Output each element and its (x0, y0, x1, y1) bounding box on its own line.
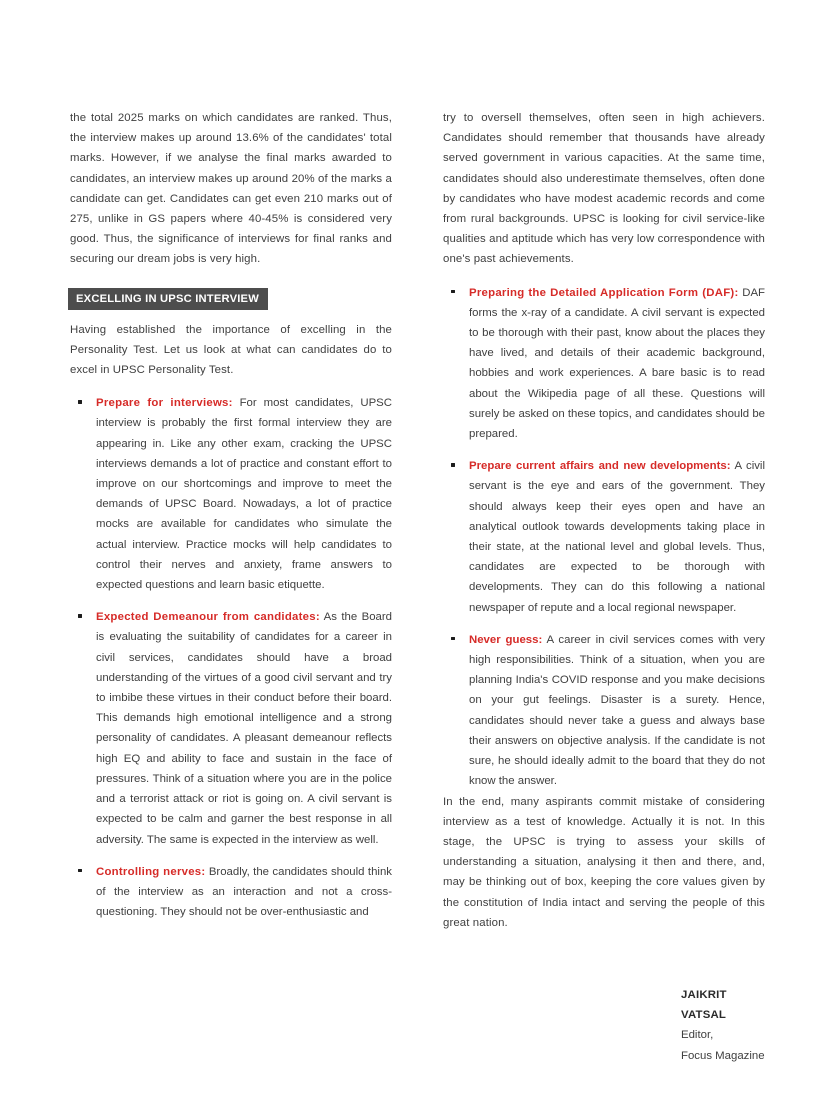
bullet-dot-icon (451, 463, 455, 467)
section-heading-excelling-in-upsc-interview: EXCELLING IN UPSC INTERVIEW (68, 288, 268, 310)
list-item (70, 607, 392, 849)
section-heading-wrapper (68, 270, 392, 320)
list-item (443, 456, 765, 618)
list-item (443, 630, 765, 792)
bullet-lead-label: Prepare for interviews: (96, 397, 233, 410)
signature-organisation: Focus Magazine (681, 1049, 765, 1062)
bullet-lead-label: Prepare current affairs and new developments: (469, 460, 731, 473)
right-continued-paragraph: try to oversell themselves, often seen in high achievers. Candidates should remember that thousands have already served government in various capacities. At the same time, candidates should also underestimate themselves, often done by candidates who have modest academic records and come from rural backgrounds. UPSC is looking for civil service-like qualities and aptitude which has very low correspondence with one's past achievements. (443, 112, 765, 266)
right-bullet-list (443, 283, 765, 792)
bullet-body-text: DAF forms the x-ray of a candidate. A civil servant is expected to be thorough with their past, know about the places they have lived, and details of their academic background, hobbies and work experiences. A bare basic is to read about the Wikipedia page of all these. Questions will surely be asked on these topics, and candidates should be prepared. (469, 286, 765, 441)
list-item (70, 393, 392, 595)
left-intro-paragraph: Having established the importance of excelling in the Personality Test. Let us look at what can candidates do to excel in UPSC Personality Test. (70, 323, 392, 377)
bullet-lead-label: Controlling nerves: (96, 865, 206, 878)
left-column (70, 108, 392, 922)
left-continued-paragraph: the total 2025 marks on which candidates are ranked. Thus, the interview makes up around 13.6% of the candidates' total marks. However, if we analyse the final marks awarded to candidates, an interview makes up around 20% of the marks a candidate can get. Candidates can get even 210 marks out of 275, unlike in GS papers where 40-45% is considered very good. Thus, the significance of interviews for final ranks and securing our dream jobs is very high. (70, 112, 392, 266)
signature-role: Editor, (681, 1029, 714, 1042)
right-column (443, 108, 765, 1066)
bullet-lead-label: Never guess: (469, 633, 543, 646)
bullet-dot-icon (451, 290, 455, 294)
bullet-lead-label: Expected Demeanour from candidates: (96, 611, 320, 624)
bullet-body-text: For most candidates, UPSC interview is probably the first formal interview they are appearing in. Like any other exam, cracking the UPSC interviews demands a lot of practice and constant effort to improve on our shortcomings and improve to meet the demands of UPSC Board. Nowadays, a lot of practice mocks are available for candidates who simulate the actual interview. Practice mocks will help candidates to control their nerves and anxiety, frame answers to expected questions and learn basic etiquette. (96, 397, 392, 592)
bullet-body-text: Broadly, the candidates should think of the interview as an interaction and not a cross-questioning. They should not be over-enthusiastic and (96, 865, 392, 919)
bullet-lead-label: Preparing the Detailed Application Form (DAF): (469, 286, 739, 299)
signature-name: JAIKRIT VATSAL (681, 988, 727, 1022)
list-item (70, 862, 392, 923)
bullet-dot-icon (78, 614, 82, 618)
left-bullet-list (70, 393, 392, 922)
signature-block (443, 985, 765, 1066)
right-closing-paragraph: In the end, many aspirants commit mistake of considering interview as a test of knowledge. Actually it is not. In this stage, the UPSC is trying to assess your skills of understanding a situation, analysing it then and there, and, may be thinking out of box, keeping the core values given by the constitution of India intact and serving the people of this great nation. (443, 795, 765, 929)
bullet-body-text: A civil servant is the eye and ears of the government. They should always keep their eyes open and have an analytical outlook towards developments taking place in their state, at the national level and global levels. Thus, candidates are expected to be thorough with developments. They can do this following a national newspaper of repute and a local regional newspaper. (469, 460, 765, 614)
two-column-layout (70, 108, 775, 1066)
bullet-body-text: A career in civil services comes with very high responsibilities. Think of a situation, when you are planning India's COVID response and you make decisions on your gut feelings. Disaster is a surety. Hence, candidates should never take a guess and always base their answers on objective analysis. If the candidate is not sure, he should ideally admit to the board that they do not know the answer. (469, 633, 766, 788)
bullet-dot-icon (78, 400, 82, 404)
bullet-body-text: As the Board is evaluating the suitability of candidates for a career in civil services, candidates should have a broad understanding of the virtues of a good civil servant and try to imbibe these virtues in their conduct before their board. This demands high emotional intelligence and a strong personality of candidates. A pleasant demeanour reflects high EQ and ability to face and sustain in the face of pressures. Think of a situation where you are in the police and a terrorist attack or riot is going on. A civil servant is expected to be calm and garner the best response in all adversity. The same is expected in the interview as well. (96, 611, 392, 846)
list-item (443, 283, 765, 445)
bullet-dot-icon (78, 869, 82, 873)
bullet-dot-icon (451, 637, 455, 641)
